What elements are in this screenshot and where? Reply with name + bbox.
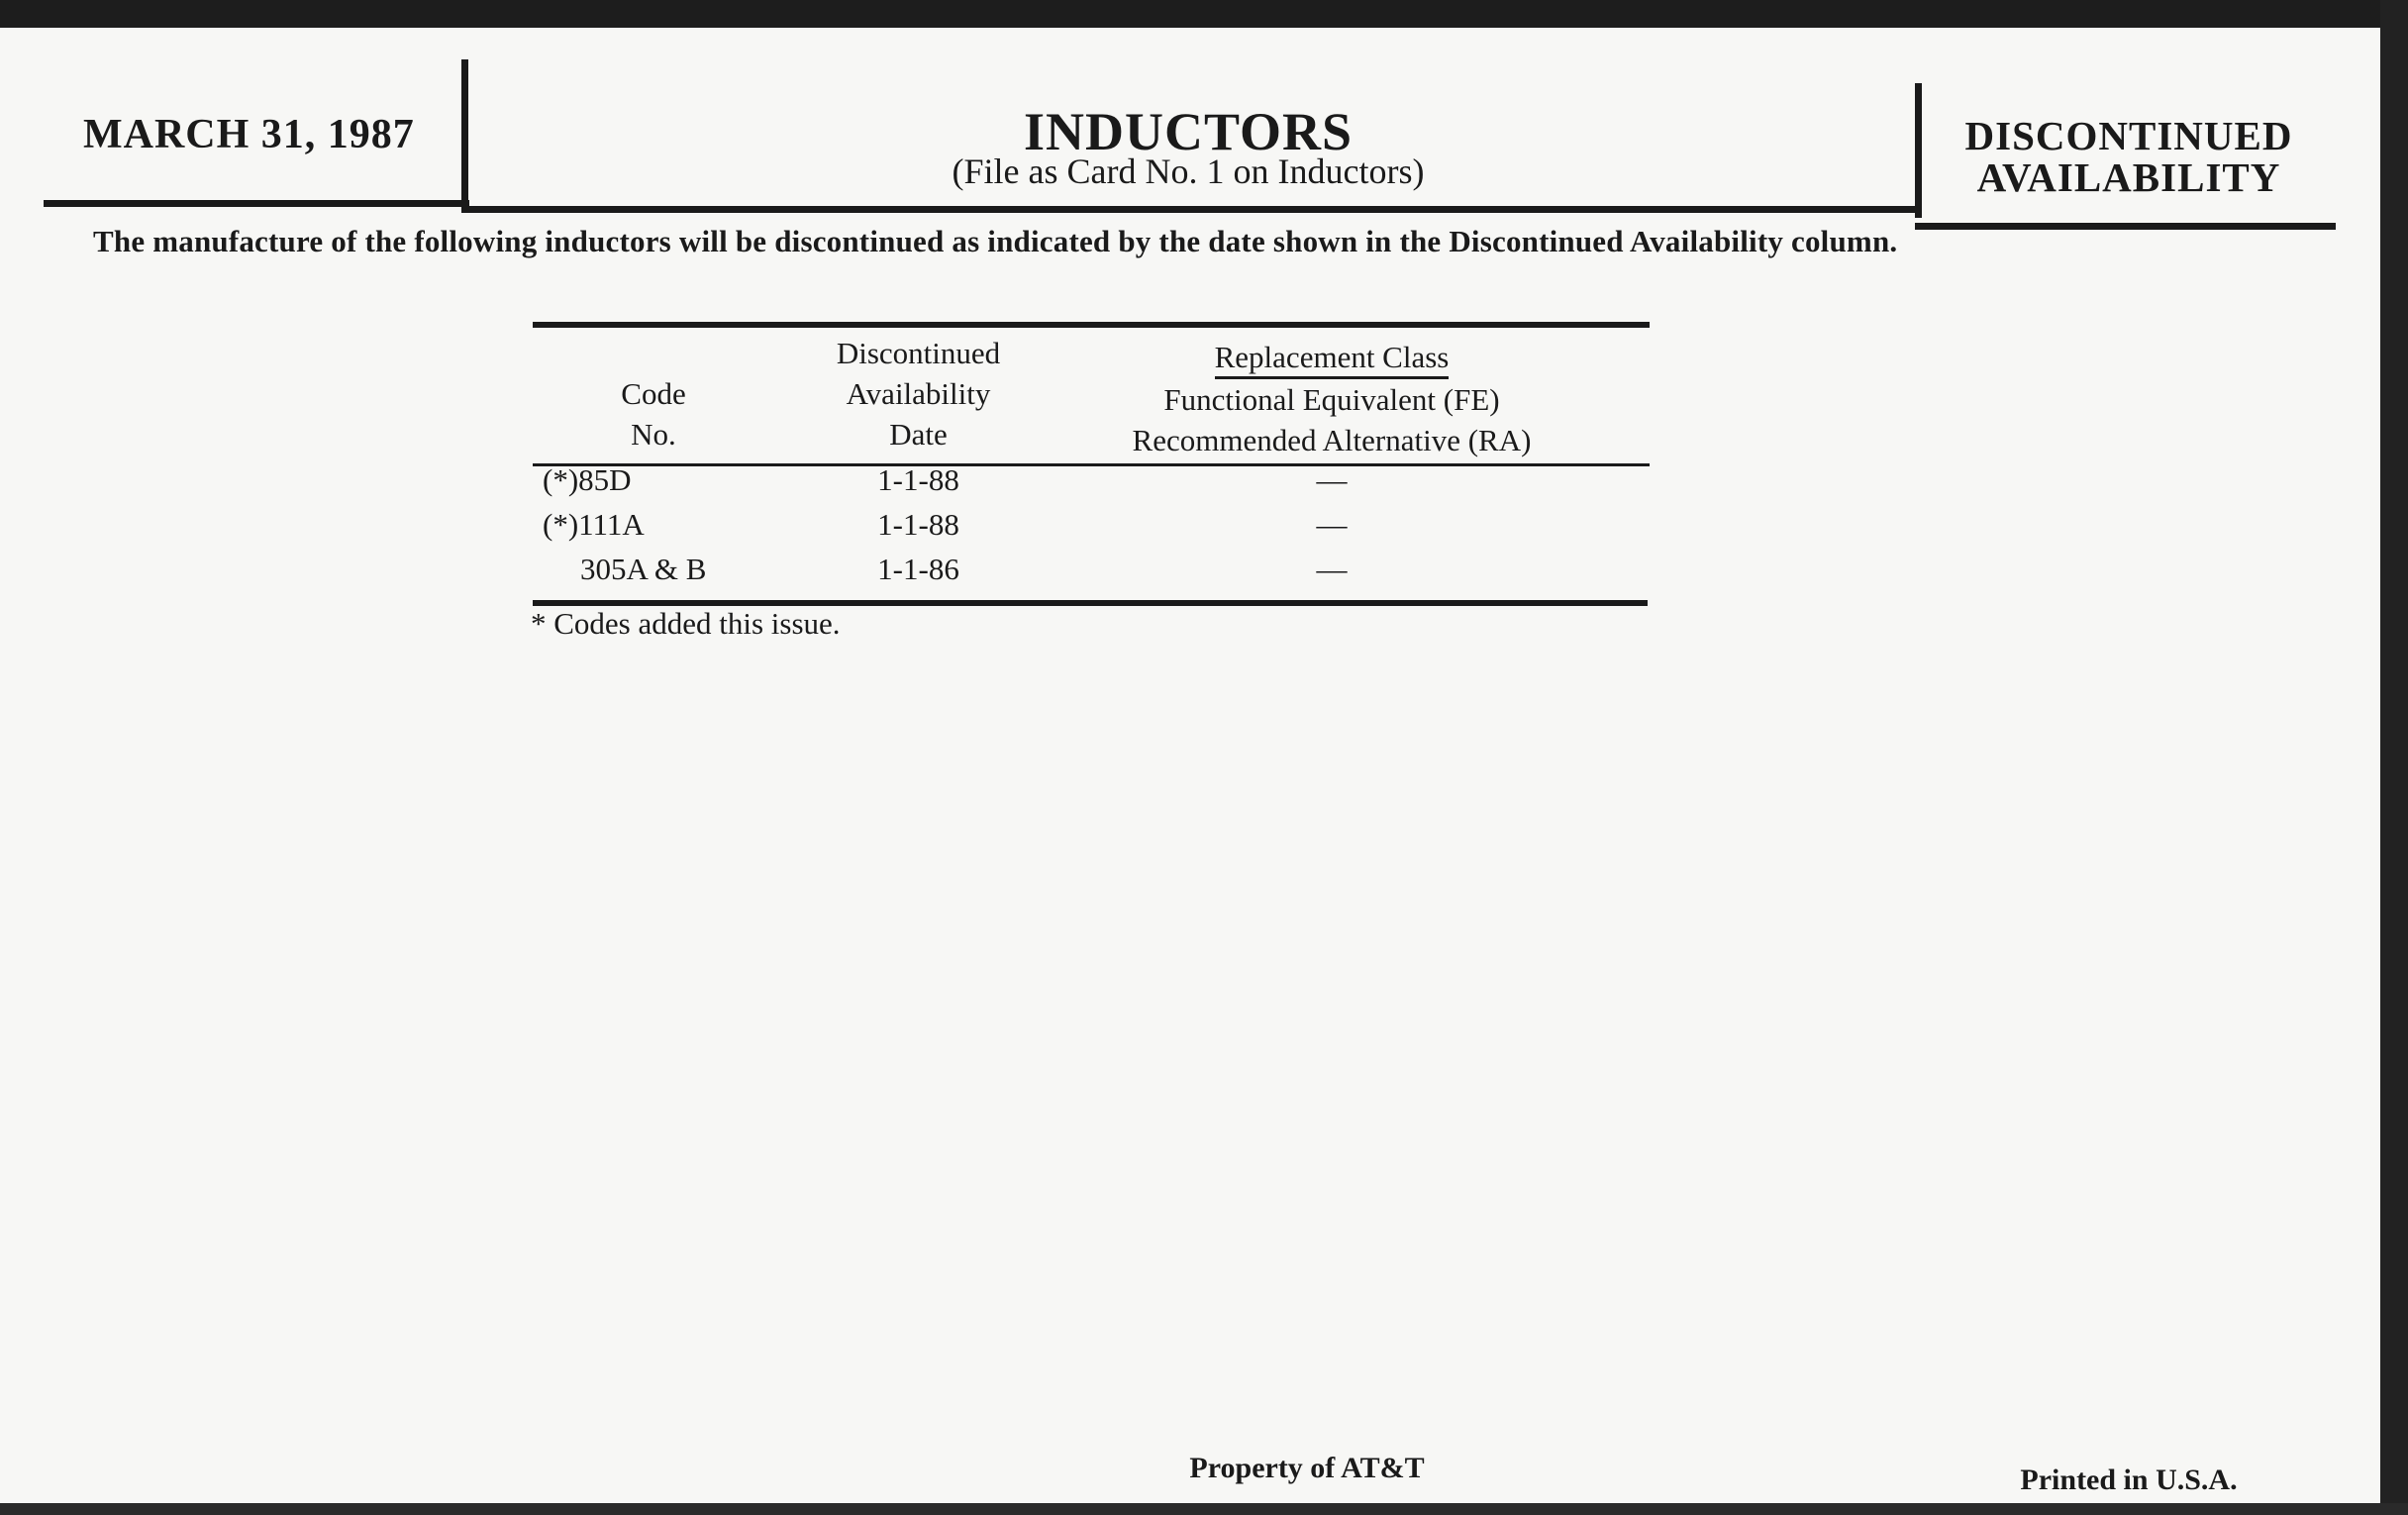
col-header-code	[554, 373, 752, 454]
cell-code: (*)85D	[543, 462, 632, 497]
table-footnote: * Codes added this issue.	[531, 606, 841, 641]
table-row	[533, 552, 1650, 595]
table-row	[533, 462, 1650, 506]
cell-replacement: —	[1316, 507, 1348, 542]
section-label-line1: DISCONTINUED	[1964, 113, 2293, 158]
col-header-code-line1: Code	[621, 376, 686, 411]
col-header-repl-line2: Functional Equivalent (FE)	[1163, 382, 1500, 417]
section-label-line2: AVAILABILITY	[1976, 154, 2281, 200]
section-label	[1931, 115, 2327, 198]
footer-ownership: Property of AT&T	[1189, 1452, 1425, 1484]
page-subtitle: (File as Card No. 1 on Inductors)	[952, 152, 1425, 191]
header-divider-right	[1915, 83, 1922, 218]
col-header-date	[792, 333, 1045, 454]
col-header-replacement	[1079, 337, 1584, 460]
table-row	[533, 507, 1650, 551]
cell-code: 305A & B	[580, 552, 707, 586]
cell-replacement: —	[1316, 552, 1348, 586]
scan-top-edge	[0, 0, 2408, 28]
col-header-repl-line1: Replacement Class	[1215, 339, 1450, 379]
table-top-rule	[533, 322, 1650, 328]
footer-printed: Printed in U.S.A.	[2020, 1464, 2238, 1496]
cell-date: 1-1-88	[877, 507, 959, 542]
page-title: INDUCTORS	[1023, 102, 1354, 161]
header-rule-right	[1915, 223, 2336, 230]
header-rule-left	[44, 200, 469, 207]
intro-paragraph: The manufacture of the following inductors will be discontinued as indicated by the date shown in the Discontinued Availability column.	[93, 224, 1898, 258]
issue-date: MARCH 31, 1987	[83, 112, 415, 157]
cell-date: 1-1-86	[877, 552, 959, 586]
col-header-date-line1: Discontinued	[836, 336, 1001, 370]
col-header-code-line2: No.	[631, 417, 676, 452]
col-header-date-line2: Availability	[846, 376, 991, 411]
col-header-repl-line3: Recommended Alternative (RA)	[1132, 423, 1532, 457]
cell-replacement: —	[1316, 462, 1348, 497]
cell-code: (*)111A	[543, 507, 645, 542]
scan-right-edge	[2380, 0, 2408, 1515]
header-rule-middle	[461, 206, 1922, 213]
scan-bottom-edge	[0, 1503, 2408, 1515]
col-header-date-line3: Date	[889, 417, 948, 452]
cell-date: 1-1-88	[877, 462, 959, 497]
